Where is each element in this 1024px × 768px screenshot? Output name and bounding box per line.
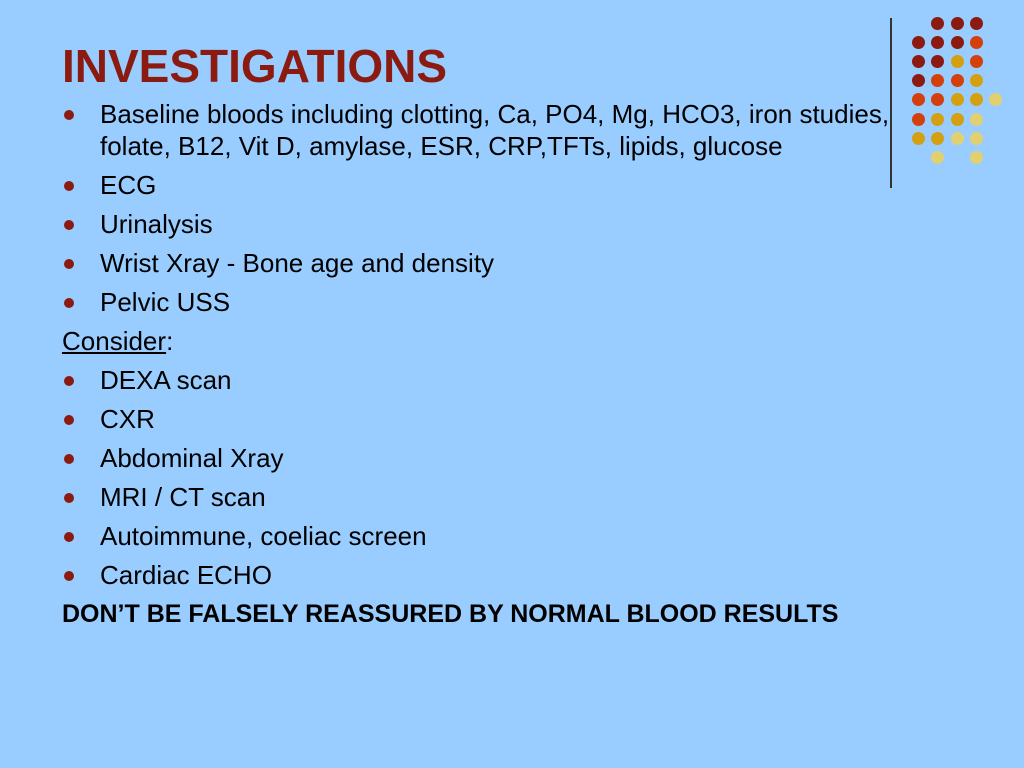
decorative-dot: [951, 74, 964, 87]
list-item-text: Abdominal Xray: [100, 443, 284, 473]
decorative-dot: [970, 55, 983, 68]
bullet-icon: [64, 259, 74, 269]
decorative-dot: [931, 113, 944, 126]
decorative-dot: [931, 55, 944, 68]
list-item: [62, 481, 902, 513]
list-item-text: DEXA scan: [100, 365, 232, 395]
decorative-dot: [970, 151, 983, 164]
warning-text: DON’T BE FALSELY REASSURED BY NORMAL BLOOD RESULTS: [62, 600, 839, 628]
list-item: [62, 559, 902, 591]
consider-label: Consider: [62, 326, 167, 356]
list-item-text: Wrist Xray - Bone age and density: [100, 248, 495, 278]
decorative-dot: [931, 36, 944, 49]
bullet-icon: [64, 220, 74, 230]
bullet-icon: [64, 181, 74, 191]
bullet-icon: [64, 376, 74, 386]
list-item-text: MRI / CT scan: [100, 482, 266, 512]
list-item: [62, 442, 902, 474]
list-item-text: ECG: [100, 170, 157, 200]
consider-suffix: :: [166, 326, 174, 356]
decorative-dot: [951, 55, 964, 68]
decorative-dot: [931, 74, 944, 87]
decorative-dot: [970, 36, 983, 49]
list-item: [62, 98, 902, 162]
decorative-dot: [951, 113, 964, 126]
decorative-dot: [970, 17, 983, 30]
list-item-text: Cardiac ECHO: [100, 560, 272, 590]
decorative-dot: [912, 132, 925, 145]
list-item-text: Pelvic USS: [100, 287, 231, 317]
decorative-dot: [970, 132, 983, 145]
decorative-dot: [912, 93, 925, 106]
list-item-text: Autoimmune, coeliac screen: [100, 521, 427, 551]
decorative-dot: [970, 74, 983, 87]
decorative-dot: [951, 36, 964, 49]
list-item-text: Urinalysis: [100, 209, 213, 239]
list-item-text: Baseline bloods including clotting, Ca, PO4, Mg, HCO3, iron studies, folate, B12, Vit D, amylase, ESR, CRP,TFTs, lipids, glucose: [100, 99, 890, 161]
slide-title: INVESTIGATIONS: [62, 40, 448, 92]
list-item-text: CXR: [100, 404, 155, 434]
decorative-dot: [912, 55, 925, 68]
bullet-icon: [64, 454, 74, 464]
consider-heading: [62, 325, 902, 357]
bullet-icon: [64, 415, 74, 425]
slide-body: [62, 98, 902, 656]
bullet-icon: [64, 532, 74, 542]
decorative-dot: [970, 93, 983, 106]
list-item: [62, 247, 902, 279]
list-item: [62, 520, 902, 552]
list-item: [62, 403, 902, 435]
decorative-dot: [931, 132, 944, 145]
consider-investigations-list: [62, 364, 902, 591]
list-item: [62, 364, 902, 396]
decorative-dot: [931, 93, 944, 106]
decorative-dot: [931, 17, 944, 30]
list-item: [62, 169, 902, 201]
decorative-dot: [951, 132, 964, 145]
decorative-dot: [970, 113, 983, 126]
main-investigations-list: [62, 98, 902, 318]
decorative-dot: [912, 74, 925, 87]
list-item: [62, 208, 902, 240]
decorative-dot: [951, 93, 964, 106]
bullet-icon: [64, 110, 74, 120]
list-item: [62, 286, 902, 318]
bullet-icon: [64, 571, 74, 581]
bullet-icon: [64, 298, 74, 308]
decorative-dot: [989, 93, 1002, 106]
bullet-icon: [64, 493, 74, 503]
decorative-dot: [931, 151, 944, 164]
decorative-dot: [912, 36, 925, 49]
decorative-dot: [912, 113, 925, 126]
decorative-dot: [951, 17, 964, 30]
